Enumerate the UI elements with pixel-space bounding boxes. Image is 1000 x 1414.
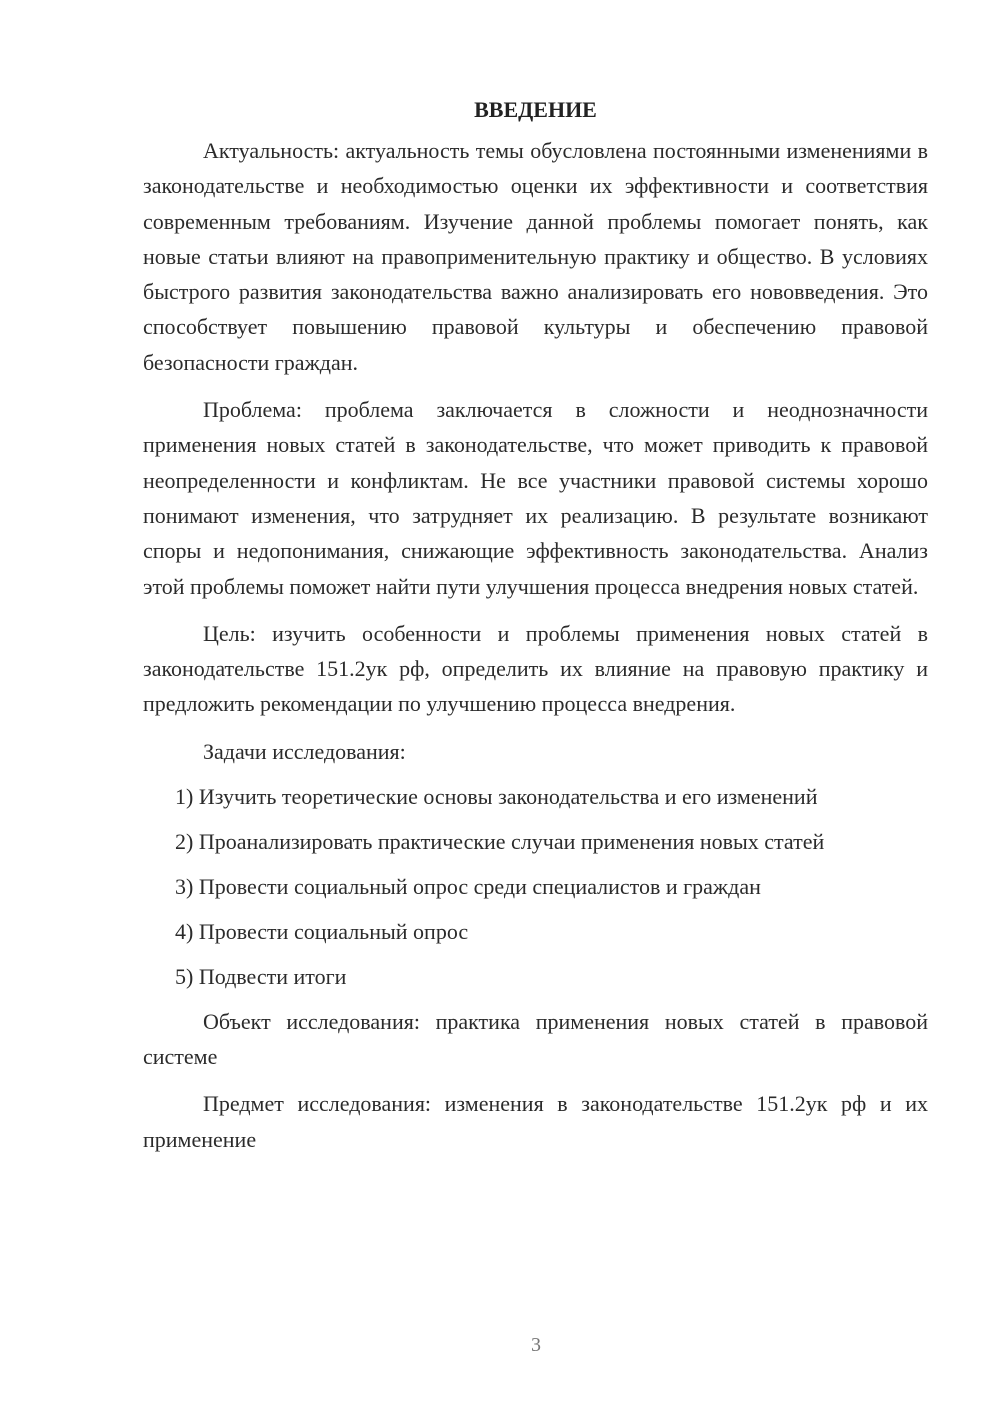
subject-paragraph: Предмет исследования: изменения в законодательстве 151.2ук рф и их применение xyxy=(143,1091,928,1152)
task-item-1: 1) Изучить теоретические основы законодательства и его изменений xyxy=(175,783,818,809)
problem-paragraph: Проблема: проблема заключается в сложности и неоднозначности применения новых статей в законодательстве, что может приводить к правовой неопределенности и конфликтам. Не все участники правовой системы хорошо понимают изменения, что затрудняет их реализацию. В результате возникают споры и недопонимания, снижающие эффективность законодательства. Анализ этой проблемы поможет найти пути улучшения процесса внедрения новых статей. xyxy=(143,397,928,599)
tasks-heading: Задачи исследования: xyxy=(203,738,406,764)
task-item-4: 4) Провести социальный опрос xyxy=(175,918,469,944)
task-item-5: 5) Подвести итоги xyxy=(175,963,347,989)
task-item-2: 2) Проанализировать практические случаи применения новых статей xyxy=(175,828,825,854)
page-content xyxy=(143,92,928,1169)
tasks-list xyxy=(143,779,928,994)
page-number: 3 xyxy=(531,1334,541,1356)
task-item-3: 3) Провести социальный опрос среди специалистов и граждан xyxy=(175,873,761,899)
goal-paragraph: Цель: изучить особенности и проблемы применения новых статей в законодательстве 151.2ук рф, определить их влияние на правовую практику и предложить рекомендации по улучшению процесса внедрения. xyxy=(143,620,928,717)
relevance-paragraph: Актуальность: актуальность темы обусловлена постоянными изменениями в законодательстве и необходимостью оценки их эффективности и соответствия современным требованиям. Изучение данной проблемы помогает понять, как новые статьи влияют на правоприменительную практику и общество. В условиях быстрого развития законодательства важно анализировать его нововведения. Это способствует повышению правовой культуры и обеспечению правовой безопасности граждан. xyxy=(143,138,928,375)
object-paragraph: Объект исследования: практика применения новых статей в правовой системе xyxy=(143,1008,928,1070)
page-title: ВВЕДЕНИЕ xyxy=(474,97,597,122)
